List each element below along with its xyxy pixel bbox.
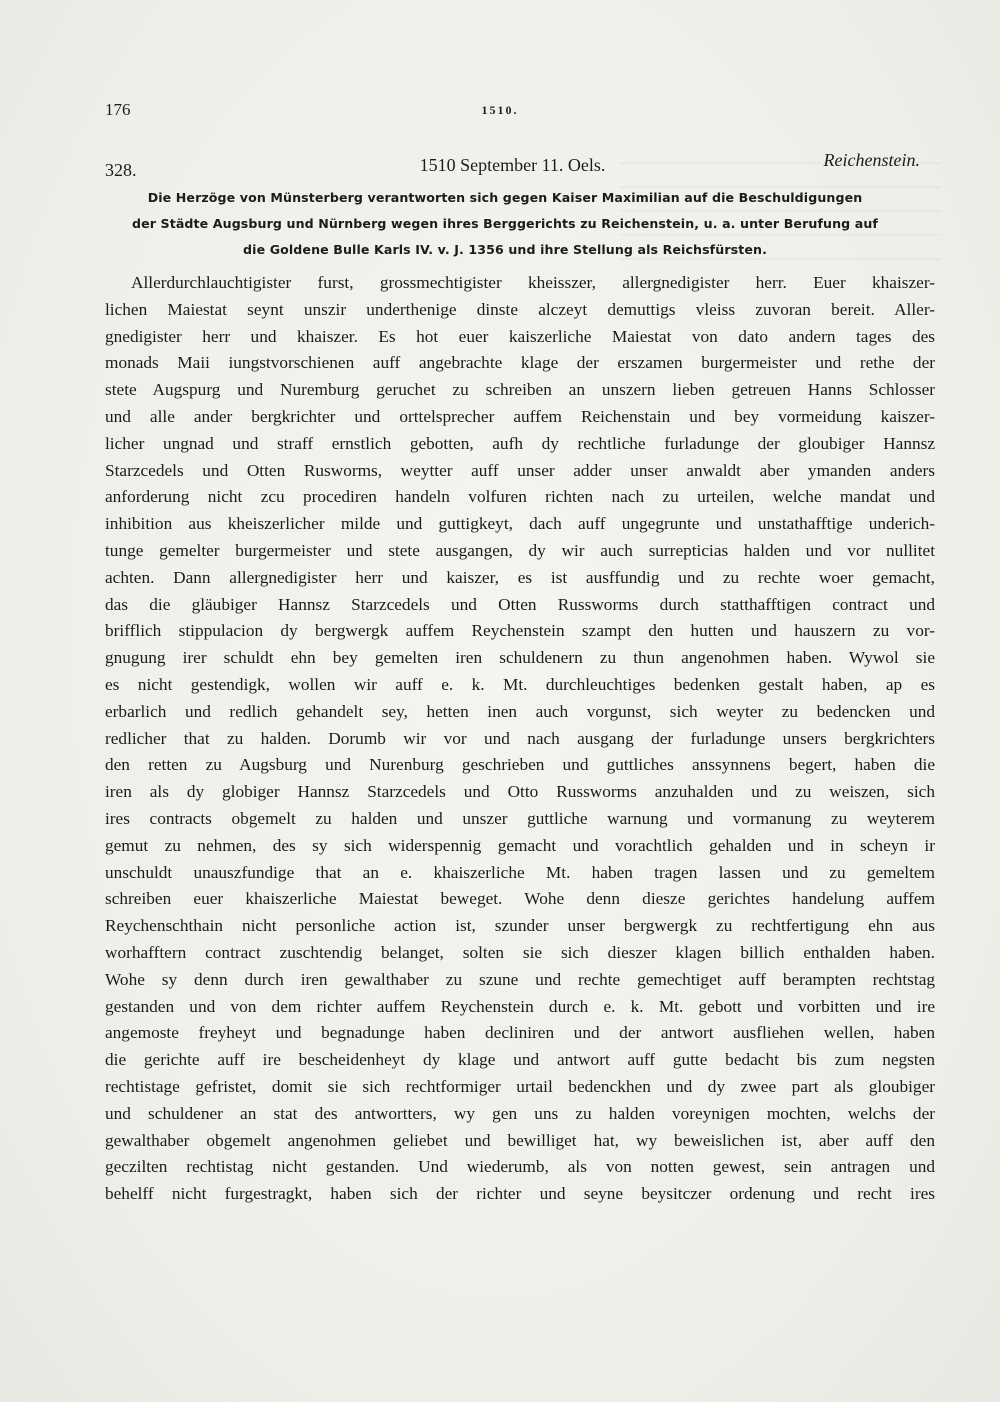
body-line: unschuldt unauszfundige that an e. khaiszerliche Mt. haben tragen lassen und zu gemeltem — [105, 862, 935, 882]
body-line: es nicht gestendigk, wollen wir auff e. k. Mt. durchleuchtiges bedenken gestalt haben, ap es — [105, 674, 935, 694]
document-heading — [105, 150, 920, 180]
body-line: anforderung nicht zcu procediren handeln volfuren richten nach zu urteilen, welche mandat und — [105, 487, 935, 507]
body-line: monads Maii iungstvorschienen auff angebrachte klage der erszamen burgermeister und rethe der — [105, 353, 935, 373]
body-line: behelff nicht furgestragkt, haben sich der richter und seyne beysitczer ordenung und recht ires — [105, 1184, 935, 1204]
running-head: 1510. — [481, 103, 519, 117]
body-line: gemut zu nehmen, des sy sich widerspennig gemacht und vorachtlich gehalden und in scheyn ir — [105, 835, 935, 855]
body-line: tunge gemelter burgermeister und stete ausgangen, dy wir auch surrepticias halden und vor nullitet — [105, 540, 935, 560]
body-line: die gerichte auff ire bescheidenheyt dy klage und antwort auff gutte bedacht bis zum negsten — [105, 1050, 935, 1070]
body-line: licher ungnad und straff ernstlich gebotten, aufh dy rechtliche furladunge der gloubiger Hannsz — [105, 433, 935, 453]
body-line: Allerdurchlauchtigister furst, grossmechtigister kheisszer, allergnedigister herr. Euer khaiszer- — [131, 273, 935, 292]
body-line: gnugung irer schuldt ehn bey gemelten iren schuldenern zu thun angenohmen haben. Wywol sie — [105, 648, 935, 668]
regest-line: die Goldene Bulle Karls IV. v. J. 1356 und ihre Stellung als Reichsfürsten. — [243, 242, 767, 257]
body-line: Reychenschthain nicht personliche action ist, szunder unser bergwergk zu rechtfertigung ehn aus — [105, 916, 935, 936]
body-line: den retten zu Augsburg und Nurenburg geschrieben und guttliches anssynnens begert, haben die — [105, 755, 935, 775]
body-line: Wohe sy denn durch iren gewalthaber zu szune und rechte gemechtiget auff berampten rechtstag — [105, 969, 935, 989]
body-line: geczilten rechtistag nicht gestanden. Und wiederumb, als von notten gewest, sein antragen und — [105, 1157, 935, 1177]
regest-line: Die Herzöge von Münsterberg verantworten sich gegen Kaiser Maximilian auf die Beschuldigungen — [147, 190, 863, 205]
body-line: gestanden und von dem richter auffem Reychenstein durch e. k. Mt. gebott und vorbitten und ire — [105, 996, 935, 1016]
body-line: iren als dy globiger Hannsz Starzcedels und Otto Russworms anzuhalden und zu weiszen, sich — [105, 782, 935, 802]
body-line: gewalthaber obgemelt angenohmen geliebet und bewilliget hat, wy beweislichen ist, aber auff den — [105, 1130, 935, 1150]
regest-summary — [90, 185, 920, 263]
body-line: lichen Maiestat seynt unszir underthenige dinste alczeyt demuttigs vleiss zuvoran bereit. Aller- — [105, 299, 935, 319]
body-line: inhibition aus kheiszerlicher milde und guttigkeyt, dach auff ungegrunte und unstathafftige underich- — [105, 514, 935, 534]
document-place: Reichenstein. — [823, 150, 920, 170]
body-line: stete Augspurg und Nuremburg geruchet zu schreiben an unszern lieben getreuen Hanns Schlosser — [105, 380, 935, 400]
body-line: und schuldener an stat des antwortters, wy gen uns zu halden voreynigen mochten, welchs der — [105, 1103, 935, 1123]
page-number: 176 — [105, 100, 131, 119]
body-line: brifflich stippulacion dy bergwergk auffem Reychenstein szampt den hutten und hauszern zu vor- — [105, 621, 935, 641]
body-line: Starzcedels und Otten Rusworms, weytter auff unser adder unser anwaldt aber ymanden anders — [105, 460, 935, 480]
body-line: redlicher that zu halden. Dorumb wir vor und nach ausgang der furladunge unsers bergkrichters — [105, 728, 935, 748]
body-line: ires contracts obgemelt zu halden und unszer guttliche warnung und vormanung zu weyterem — [105, 808, 935, 828]
body-line: das die gläubiger Hannsz Starzcedels und Otten Russworms durch statthafftigen contract und — [105, 594, 935, 614]
body-line: rechtistage gefristet, domit sie sich rechtformiger urtail bedenckhen und dy zwee part als gloubiger — [105, 1076, 935, 1096]
body-text — [105, 270, 935, 1208]
body-line: erbarlich und redlich gehandelt sey, hetten inen auch vorgunst, sich weyter zu bedencken und — [105, 701, 935, 721]
body-line: und alle ander bergkrichter und orttelsprecher auffem Reichenstain und bey vormeidung kaiszer- — [105, 406, 935, 426]
body-line: achten. Dann allergnedigister herr und kaiszer, es ist ausffundig und zu rechte woer gemacht, — [105, 567, 935, 587]
body-line: worhafftern contract zuschtendig belanget, solten sie sich dieszer klagen billich enthalden haben. — [105, 942, 935, 962]
body-line: schreiben euer khaiszerliche Maiestat beweget. Wohe denn diesze gerichtes handelung auffem — [105, 889, 935, 909]
regest-line: der Städte Augsburg und Nürnberg wegen ihres Berggerichts zu Reichenstein, u. a. unter Berufung auf — [131, 216, 878, 231]
body-line: angemoste freyheyt und begnadunge haben decliniren und der antwort ausfliehen wellen, haben — [105, 1023, 935, 1043]
document-date: 1510 September 11. Oels. — [419, 155, 606, 175]
body-line: gnedigister herr und khaiszer. Es hot euer kaiszerliche Maiestat von dato andern tages des — [105, 326, 935, 346]
document-number: 328. — [105, 160, 137, 180]
